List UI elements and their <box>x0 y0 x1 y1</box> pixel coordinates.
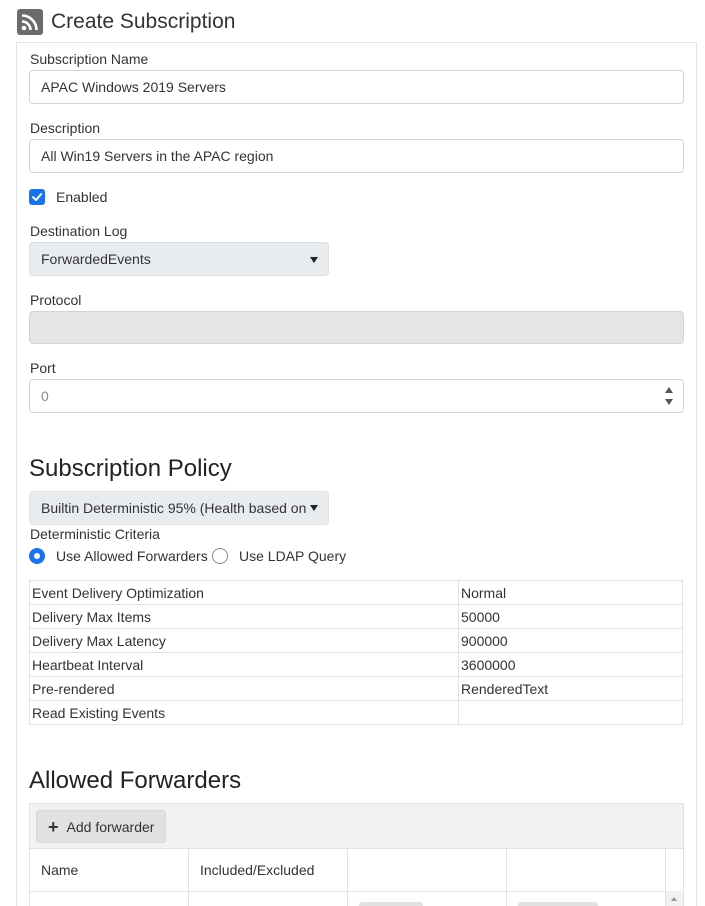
rss-icon <box>17 9 43 35</box>
table-row <box>30 605 683 629</box>
table-row <box>30 629 683 653</box>
row-action-button[interactable] <box>359 902 423 906</box>
page-title: Create Subscription <box>51 10 236 33</box>
table-row <box>30 891 683 906</box>
destination-log-select[interactable] <box>29 242 329 276</box>
add-forwarder-label: Add forwarder <box>66 818 155 835</box>
spin-down-icon[interactable] <box>665 399 673 405</box>
protocol-label: Protocol <box>30 292 82 308</box>
forwarders-grid <box>29 803 684 906</box>
use-allowed-forwarders-radio[interactable] <box>29 548 45 564</box>
policy-key: Pre-rendered <box>30 677 459 701</box>
port-input[interactable] <box>29 379 684 413</box>
policy-key: Delivery Max Items <box>30 605 459 629</box>
subscription-policy-title: Subscription Policy <box>29 455 232 482</box>
plus-icon: + <box>48 816 59 837</box>
caret-down-icon <box>310 257 318 263</box>
use-ldap-query-label[interactable]: Use LDAP Query <box>239 548 347 564</box>
use-ldap-query-radio[interactable] <box>212 548 228 564</box>
page-header <box>17 8 235 36</box>
description-input[interactable]: All Win19 Servers in the APAC region <box>29 139 684 173</box>
allowed-forwarders-title: Allowed Forwarders <box>29 767 242 794</box>
table-cell <box>507 892 666 906</box>
policy-value[interactable] <box>459 701 683 725</box>
destination-log-value: ForwardedEvents <box>41 251 151 267</box>
policy-value[interactable]: 3600000 <box>459 653 683 677</box>
policy-select[interactable] <box>29 491 329 525</box>
table-row <box>30 581 683 605</box>
vertical-scrollbar[interactable] <box>666 891 683 906</box>
table-row <box>30 653 683 677</box>
destination-log-label: Destination Log <box>30 223 128 239</box>
check-icon <box>31 191 43 203</box>
policy-value[interactable]: RenderedText <box>459 677 683 701</box>
policy-key: Event Delivery Optimization <box>30 581 459 605</box>
column-header-blank <box>507 849 666 891</box>
policy-value[interactable]: 900000 <box>459 629 683 653</box>
enabled-label[interactable]: Enabled <box>56 189 108 205</box>
policy-key: Delivery Max Latency <box>30 629 459 653</box>
port-label: Port <box>30 360 56 376</box>
forwarders-toolbar <box>30 804 683 849</box>
policy-key: Read Existing Events <box>30 701 459 725</box>
table-cell <box>348 892 507 906</box>
add-forwarder-button[interactable] <box>36 810 166 843</box>
subscription-name-label: Subscription Name <box>30 51 149 67</box>
column-header-included-excluded[interactable]: Included/Excluded <box>189 849 348 891</box>
row-action-button[interactable] <box>518 902 598 906</box>
table-cell <box>189 892 348 906</box>
policy-value[interactable]: Normal <box>459 581 683 605</box>
table-cell <box>30 892 189 906</box>
column-header-blank <box>348 849 507 891</box>
subscription-name-input[interactable]: APAC Windows 2019 Servers <box>29 70 684 104</box>
forwarders-header <box>30 849 683 891</box>
port-value: 0 <box>41 388 49 404</box>
table-row <box>30 701 683 725</box>
table-row <box>30 677 683 701</box>
spin-up-icon[interactable] <box>665 387 673 393</box>
policy-table <box>29 580 683 725</box>
policy-select-value: Builtin Deterministic 95% (Health based on <box>41 500 307 516</box>
port-spinner[interactable] <box>659 383 679 409</box>
column-header-name[interactable]: Name <box>30 849 189 891</box>
description-label: Description <box>30 120 101 136</box>
deterministic-criteria-label: Deterministic Criteria <box>30 526 160 542</box>
enabled-checkbox[interactable] <box>29 189 45 205</box>
policy-key: Heartbeat Interval <box>30 653 459 677</box>
caret-down-icon <box>310 505 318 511</box>
use-allowed-forwarders-label[interactable]: Use Allowed Forwarders <box>56 548 208 564</box>
policy-value[interactable]: 50000 <box>459 605 683 629</box>
protocol-input <box>29 311 684 344</box>
